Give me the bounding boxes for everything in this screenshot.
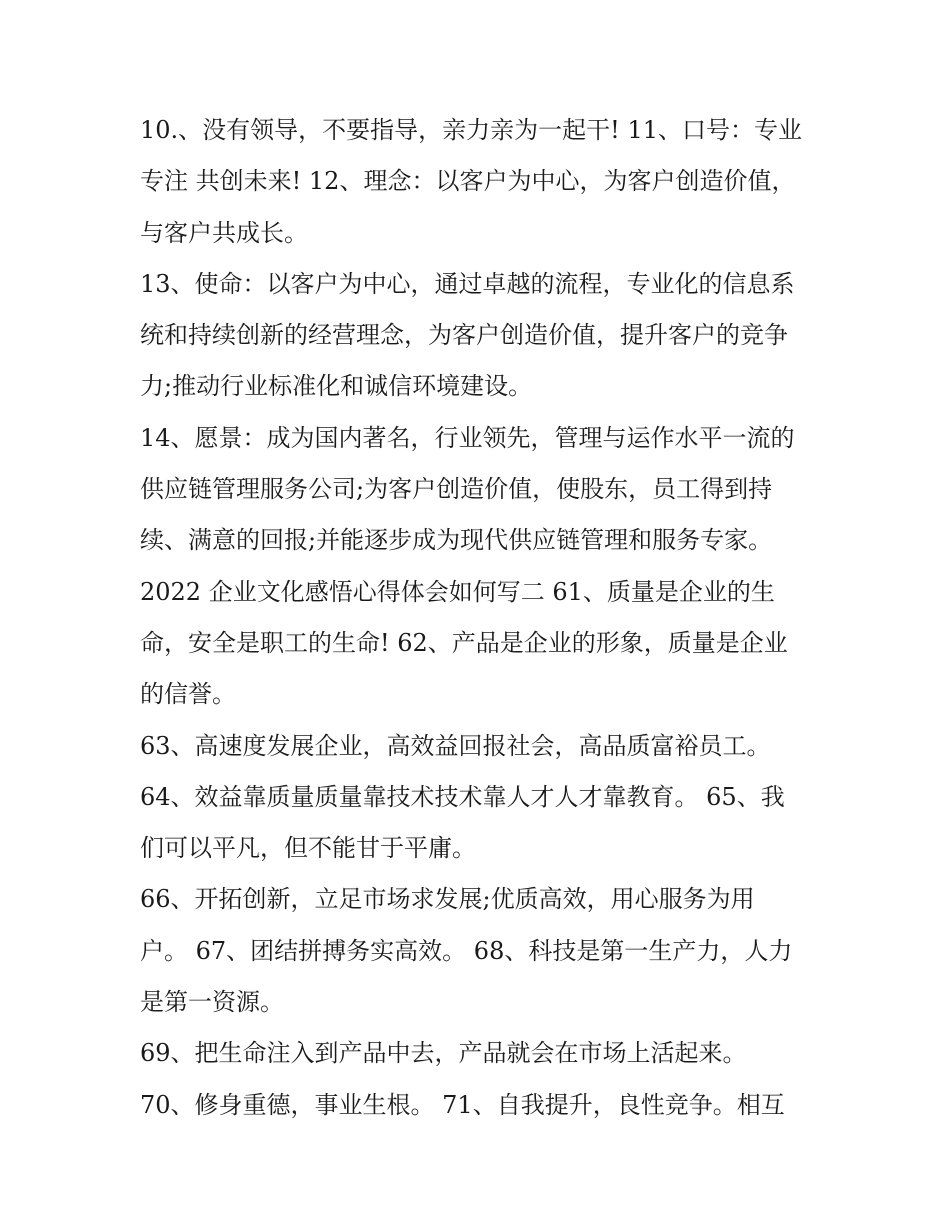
text-line: 69、把生命注入到产品中去，产品就会在市场上活起来。 (140, 1039, 747, 1068)
text-line: 63、高速度发展企业，高效益回报社会，高品质富裕员工。 (140, 731, 771, 760)
text-line: 命，安全是职工的生命! 62、产品是企业的形象，质量是企业 (140, 628, 788, 657)
text-line: 供应链管理服务公司;为客户创造价值，使股东，员工得到持 (140, 475, 773, 504)
text-line: 户。 67、团结拼搏务实高效。 68、科技是第一生产力，人力 (140, 936, 793, 965)
text-line: 14、愿景：成为国内著名，行业领先，管理与运作水平一流的 (140, 423, 795, 452)
text-line: 64、效益靠质量质量靠技术技术靠人才人才靠教育。 65、我 (140, 782, 785, 811)
text-line: 是第一资源。 (140, 988, 284, 1017)
text-line: 70、修身重德，事业生根。 71、自我提升，良性竞争。相互 (140, 1090, 785, 1119)
text-line: 们可以平凡，但不能甘于平庸。 (140, 834, 476, 863)
text-line: 的信誉。 (140, 680, 236, 709)
text-line: 13、使命：以客户为中心，通过卓越的流程，专业化的信息系 (140, 269, 795, 298)
text-line: 与客户共成长。 (140, 218, 308, 247)
text-line: 力;推动行业标准化和诚信环境建设。 (140, 372, 533, 401)
text-line: 专注 共创未来! 12、理念：以客户为中心，为客户创造价值， (140, 167, 796, 196)
document-body (140, 105, 830, 1131)
text-line: 10.、没有领导，不要指导，亲力亲为一起干! 11、口号：专业 (140, 116, 802, 144)
text-line: 66、开拓创新，立足市场求发展;优质高效，用心服务为用 (140, 885, 755, 914)
text-line: 续、满意的回报;并能逐步成为现代供应链管理和服务专家。 (140, 526, 773, 555)
text-line: 统和持续创新的经营理念，为客户创造价值，提升客户的竞争 (140, 321, 788, 350)
text-line: 2022 企业文化感悟心得体会如何写二 61、质量是企业的生 (140, 577, 775, 606)
